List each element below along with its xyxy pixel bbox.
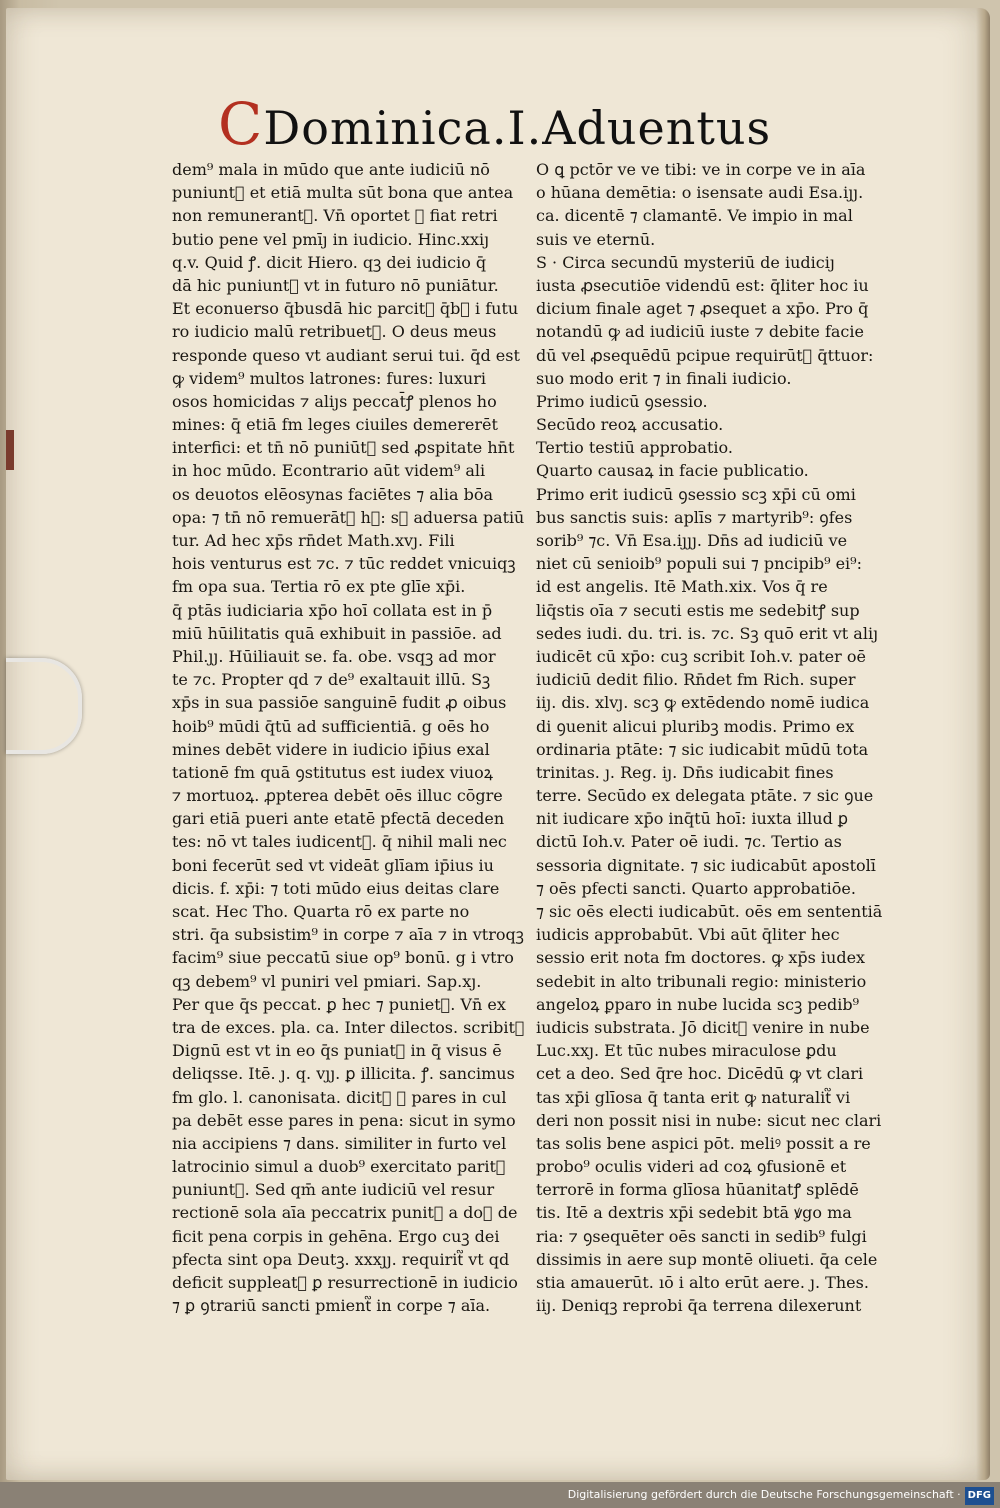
text-line-run: niet cū senioib⁹ populi sui ⁊ pncipib⁹ ei⁹: bbox=[536, 554, 862, 574]
book-page bbox=[6, 8, 990, 1480]
text-line-run: gari etiā pueri ante etatē pfectā deceden bbox=[172, 809, 505, 829]
text-line bbox=[172, 1086, 524, 1109]
text-line-run: puniunt᷑. Sed qm̄ ante iudiciū vel resur bbox=[172, 1180, 495, 1200]
text-line bbox=[536, 204, 900, 227]
text-line bbox=[536, 297, 900, 320]
text-line-run: trinitas. ȷ. Reg. iȷ. Dn̄s iudicabit fines bbox=[536, 762, 834, 782]
text-line bbox=[536, 993, 900, 1016]
footer-credit-text: Digitalisierung gefördert durch die Deutsche Forschungsgemeinschaft · bbox=[567, 1488, 961, 1501]
text-line bbox=[536, 367, 900, 390]
text-line bbox=[172, 900, 524, 923]
text-line-run: mines: q̄ etiā fm leges ciuiles demererēt bbox=[172, 415, 498, 435]
text-line bbox=[172, 367, 524, 390]
text-line bbox=[172, 204, 524, 227]
text-line-run: tas solis bene aspici pōt. meliꝰ possit a re bbox=[536, 1133, 871, 1153]
text-line-run: responde queso vt audiant serui tui. q̄d est bbox=[172, 345, 520, 365]
text-line-run: Quarto causaꝝ in facie publicatio. bbox=[536, 461, 809, 481]
text-line bbox=[536, 691, 900, 714]
text-line-run: terrorē in forma glīosa hūanitatꝭ splēdē bbox=[536, 1180, 859, 1200]
text-line bbox=[536, 715, 900, 738]
text-line-run: fm glo. l. canonisata. dicit᷑ ꝙ pares in cul bbox=[172, 1087, 507, 1107]
text-line bbox=[172, 1294, 524, 1317]
text-line-run: Secūdo reoꝝ accusatio. bbox=[536, 415, 724, 435]
text-line bbox=[172, 251, 524, 274]
text-line-run: ⁊ mortuoꝝ. ꝓpterea debēt oēs illuc cōgre bbox=[172, 786, 503, 806]
text-line-run: mines debēt videre in iudicio ip̄ius exal bbox=[172, 739, 490, 759]
text-line bbox=[172, 1271, 524, 1294]
text-line-run: iudicis substrata. Jō dicit᷑ venire in nube bbox=[536, 1017, 870, 1037]
text-line bbox=[536, 228, 900, 251]
text-line bbox=[536, 413, 900, 436]
text-line-run: deliqsse. Itē. ȷ. q. vȷȷ. ꝑ illicita. ꝭ. sancimus bbox=[172, 1064, 515, 1084]
text-line-run: id est angelis. Itē Math.xix. Vos q̄ re bbox=[536, 577, 828, 597]
text-line bbox=[172, 181, 524, 204]
text-line-run: te ⁊c. Propter qd ⁊ de⁹ exaltauit illū. Sꝫ bbox=[172, 670, 491, 690]
text-line bbox=[536, 506, 900, 529]
text-line-run: sedes iudi. du. tri. is. ⁊c. Sꝫ quō erit vt aliȷ bbox=[536, 623, 879, 643]
text-line bbox=[536, 320, 900, 343]
text-line-run: tes: nō vt tales iudicent᷑. q̄ nihil mali nec bbox=[172, 832, 507, 852]
text-line-run: qꝫ debem⁹ vl puniri vel pmiari. Sap.xȷ. bbox=[172, 971, 482, 991]
text-line-run: dā hic puniunt᷑ vt in futuro nō puniātur. bbox=[172, 275, 499, 295]
text-line-run: scat. Hec Tho. Quarta rō ex parte no bbox=[172, 902, 470, 921]
text-line bbox=[536, 900, 900, 923]
text-line bbox=[172, 784, 524, 807]
text-line-run: di ꝯuenit alicui pluribꝫ modis. Primo ex bbox=[536, 716, 855, 736]
text-line-run: nia accipiens ⁊ dans. similiter in furto vel bbox=[172, 1133, 507, 1153]
text-line-run: ordinaria ptāte: ⁊ sic iudicabit mūdū tota bbox=[536, 739, 869, 759]
text-line bbox=[536, 344, 900, 367]
text-line bbox=[172, 1062, 524, 1085]
text-line-run: ꝙ videm⁹ multos latrones: fures: luxuri bbox=[172, 368, 486, 388]
text-line-run: iiȷ. dis. xlvȷ. scꝫ ꝙ extēdendo nomē iudica bbox=[536, 693, 870, 713]
text-line bbox=[172, 691, 524, 714]
text-line-run: stri. q̄a subsistim⁹ in corpe ⁊ aīa ⁊ in vtroqꝫ bbox=[172, 925, 524, 945]
text-line-run: ro iudicio malū retribuet᷑. O deus meus bbox=[172, 322, 497, 342]
text-line bbox=[536, 181, 900, 204]
text-line-run: o hūana demētia: o isensate audi Esa.iȷȷ. bbox=[536, 183, 864, 203]
text-line bbox=[172, 877, 524, 900]
text-line bbox=[536, 1225, 900, 1248]
text-line-run: Phil.ȷȷ. Hūiliauit se. fa. obe. vsqꝫ ad mor bbox=[172, 646, 496, 666]
text-line-run: pfecta sint opa Deutꝫ. xxxȷȷ. requirit᷑ vt qd bbox=[172, 1249, 510, 1269]
text-line-run: os deuotos elēosynas faciētes ⁊ alia bōa bbox=[172, 484, 494, 504]
text-line-run: q.v. Quid ꝭ. dicit Hiero. qꝫ dei iudicio q̄ bbox=[172, 252, 487, 272]
text-line bbox=[536, 761, 900, 784]
text-line bbox=[172, 830, 524, 853]
text-line bbox=[172, 483, 524, 506]
text-line bbox=[172, 344, 524, 367]
text-line-run: dem⁹ mala in mūdo que ante iudiciū nō bbox=[172, 160, 490, 179]
text-line-run: liq̄stis oīa ⁊ secuti estis me sedebitꝭ sup bbox=[536, 600, 860, 620]
text-line bbox=[172, 1225, 524, 1248]
text-line-run: osos homicidas ⁊ aliȷs peccat̄ꝭ plenos ho bbox=[172, 391, 497, 411]
text-line bbox=[172, 738, 524, 761]
text-line bbox=[172, 552, 524, 575]
text-line-run: tis. Itē a dextris xp̄i sedebit btā ꝟgo ma bbox=[536, 1203, 852, 1223]
text-line bbox=[172, 228, 524, 251]
text-line bbox=[536, 970, 900, 993]
text-line bbox=[536, 622, 900, 645]
text-line-run: ⁊ ꝑ ꝯtrariū sancti pmient᷑ in corpe ⁊ aīa. bbox=[172, 1296, 491, 1316]
text-line bbox=[536, 1271, 900, 1294]
text-line-run: nit iudicare xp̄o inq̄tū hoī: iuxta illud ꝑ bbox=[536, 809, 849, 829]
text-line bbox=[172, 390, 524, 413]
text-line bbox=[172, 274, 524, 297]
text-line-run: O ꝗ pctōr ve ve tibi: ve in corpe ve in aīa bbox=[536, 160, 866, 179]
text-line bbox=[536, 1248, 900, 1271]
left-text-column bbox=[172, 158, 524, 1317]
text-line bbox=[536, 158, 900, 181]
text-line bbox=[172, 761, 524, 784]
text-line-run: dicis. f. xp̄i: ⁊ toti mūdo eius deitas clare bbox=[172, 878, 500, 898]
page-fore-edge bbox=[976, 8, 990, 1480]
text-line-run: iusta ꝓsecutiōe videndū est: q̄liter hoc iu bbox=[536, 275, 869, 295]
text-line bbox=[536, 784, 900, 807]
text-line bbox=[536, 1201, 900, 1224]
text-line-run: probo⁹ oculis videri ad coꝝ ꝯfusionē et bbox=[536, 1157, 847, 1177]
text-line-run: stia amauerūt. ıō i alto erūt aere. ȷ. Thes. bbox=[536, 1273, 869, 1292]
text-line-run: dictū Ioh.v. Pater oē iudi. ⁊c. Tertio as bbox=[536, 832, 842, 852]
text-line-run: angeloꝝ ꝑparo in nube lucida scꝫ pedib⁹ bbox=[536, 994, 860, 1014]
text-line bbox=[172, 1016, 524, 1039]
text-line-run: in hoc mūdo. Econtrario aūt videm⁹ ali bbox=[172, 461, 486, 481]
text-line-run: iiȷ. Deniqꝫ reprobi q̄a terrena dilexerunt bbox=[536, 1296, 862, 1316]
text-line-run: Per que q̄s peccat. ꝑ hec ⁊ puniet᷑. Vn̄ ex bbox=[172, 994, 506, 1014]
text-line-run: dicium finale aget ⁊ ꝓsequet a xp̄o. Pro q̄ bbox=[536, 299, 869, 319]
text-line bbox=[536, 645, 900, 668]
text-line-run: deri non possit nisi in nube: sicut nec clari bbox=[536, 1110, 882, 1130]
text-line-run: Primo iudicū ꝯsessio. bbox=[536, 391, 708, 411]
text-line bbox=[536, 552, 900, 575]
text-line-run: tra de exces. pla. ca. Inter dilectos. scribit᷑ bbox=[172, 1017, 524, 1037]
footer-credit bbox=[568, 1486, 994, 1504]
text-line bbox=[172, 459, 524, 482]
text-line-run: suis ve eternū. bbox=[536, 229, 656, 249]
text-line bbox=[536, 436, 900, 459]
text-line bbox=[536, 1016, 900, 1039]
text-line bbox=[172, 1132, 524, 1155]
heading-initial: C bbox=[218, 90, 264, 158]
text-line bbox=[172, 529, 524, 552]
text-line-run: tas xp̄i glīosa q̄ tanta erit ꝙ naturalit᷑ vi bbox=[536, 1087, 851, 1107]
text-line bbox=[172, 575, 524, 598]
text-line-run: Luc.xxȷ. Et tūc nubes miraculose ꝑdu bbox=[536, 1041, 837, 1061]
text-line bbox=[172, 807, 524, 830]
text-line bbox=[172, 946, 524, 969]
text-line bbox=[172, 645, 524, 668]
text-line bbox=[536, 459, 900, 482]
text-line-run: facim⁹ siue peccatū siue op⁹ bonū. g i vtro bbox=[172, 948, 514, 968]
text-line bbox=[536, 1294, 900, 1317]
text-line bbox=[172, 715, 524, 738]
text-line-run: miū hūilitatis quā exhibuit in passiōe. ad bbox=[172, 623, 502, 643]
text-line-run: latrocinio simul a duob⁹ exercitato parit᷑ bbox=[172, 1157, 506, 1177]
text-line-run: tur. Ad hec xp̄s rn̄det Math.xvȷ. Fili bbox=[172, 531, 455, 550]
text-line-run: cet a deo. Sed q̄re hoc. Dicēdū ꝙ vt clari bbox=[536, 1064, 864, 1084]
text-line-run: iudicis approbabūt. Vbi aūt q̄liter hec bbox=[536, 925, 840, 945]
text-line-run: dū vel ꝓsequēdū pcipue requirūt᷑ q̄ttuor: bbox=[536, 345, 874, 365]
text-line bbox=[172, 1039, 524, 1062]
text-line bbox=[536, 668, 900, 691]
text-line bbox=[172, 1201, 524, 1224]
bookmark-ribbon bbox=[6, 430, 14, 470]
text-line bbox=[536, 923, 900, 946]
text-line-run: xp̄s in sua passiōe sanguinē fudit ꝓ oibus bbox=[172, 693, 507, 713]
text-line bbox=[536, 1132, 900, 1155]
text-line-run: hoib⁹ mūdi q̄tū ad sufficientiā. g oēs ho bbox=[172, 716, 490, 736]
text-line-run: rectionē sola aīa peccatrix punit᷑ a doꝫ de bbox=[172, 1203, 518, 1223]
dfg-logo: DFG bbox=[965, 1487, 994, 1505]
text-line-run: ca. dicentē ⁊ clamantē. Ve impio in mal bbox=[536, 206, 853, 226]
text-line bbox=[172, 413, 524, 436]
text-line bbox=[536, 1086, 900, 1109]
text-line bbox=[172, 1109, 524, 1132]
text-line bbox=[172, 1178, 524, 1201]
page-clip-holder bbox=[6, 658, 82, 754]
text-line bbox=[536, 946, 900, 969]
text-line-run: boni fecerūt sed vt videāt glīam ip̄ius iu bbox=[172, 855, 494, 875]
text-line bbox=[172, 668, 524, 691]
text-line-run: opa: ⁊ tn̄ nō remuerāt᷑ hꝫ: sꝫ aduersa patiū bbox=[172, 507, 524, 527]
text-line bbox=[172, 297, 524, 320]
text-line bbox=[172, 854, 524, 877]
text-line bbox=[536, 807, 900, 830]
text-line-run: suo modo erit ⁊ in finali iudicio. bbox=[536, 368, 792, 388]
text-line-run: dissimis in aere sup montē oliueti. q̄a cele bbox=[536, 1249, 878, 1269]
text-line bbox=[172, 1155, 524, 1178]
text-line bbox=[536, 1178, 900, 1201]
text-line-run: ⁊ oēs pfecti sancti. Quarto approbatiōe. bbox=[536, 878, 856, 898]
text-line bbox=[172, 436, 524, 459]
text-line-run: Primo erit iudicū ꝯsessio scꝫ xp̄i cū omi bbox=[536, 484, 856, 504]
text-line-run: bus sanctis suis: aplīs ⁊ martyrib⁹: ꝯfes bbox=[536, 507, 853, 527]
text-line-run: ria: ⁊ ꝯsequēter oēs sancti in sedib⁹ fulgi bbox=[536, 1226, 867, 1246]
text-line bbox=[536, 877, 900, 900]
heading-title: Dominica.I.Aduentus bbox=[263, 101, 772, 155]
text-line-run: hois venturus est ⁊c. ⁊ tūc reddet vnicuiqꝫ bbox=[172, 554, 516, 574]
text-line-run: pa debēt esse pares in pena: sicut in symo bbox=[172, 1110, 516, 1130]
text-line bbox=[536, 575, 900, 598]
text-line-run: iudiciū dedit filio. Rn̄det fm Rich. super bbox=[536, 670, 856, 690]
text-line-run: fm opa sua. Tertia rō ex pte glīe xp̄i. bbox=[172, 577, 466, 597]
text-line bbox=[536, 830, 900, 853]
text-line bbox=[536, 1062, 900, 1085]
text-line bbox=[172, 158, 524, 181]
text-line-run: terre. Secūdo ex delegata ptāte. ⁊ sic ꝯue bbox=[536, 786, 874, 806]
text-line bbox=[536, 251, 900, 274]
text-line-run: S · Circa secundū mysteriū de iudiciȷ bbox=[536, 252, 835, 272]
text-line-run: sedebit in alto tribunali regio: ministerio bbox=[536, 971, 867, 991]
text-line bbox=[536, 483, 900, 506]
text-line-run: Et econuerso q̄busdā hic parcit᷑ q̄bꝫ i futu bbox=[172, 299, 519, 319]
text-line bbox=[536, 854, 900, 877]
text-line bbox=[536, 738, 900, 761]
text-line-run: sessio erit nota fm doctores. ꝙ xp̄s iudex bbox=[536, 948, 866, 968]
text-line bbox=[536, 390, 900, 413]
text-line-run: Dignū est vt in eo q̄s puniat᷑ in q̄ visus ē bbox=[172, 1041, 502, 1061]
text-line bbox=[172, 970, 524, 993]
text-line bbox=[172, 320, 524, 343]
text-line-run: notandū ꝙ ad iudiciū iuste ⁊ debite facie bbox=[536, 322, 864, 342]
text-line-run: butio pene vel pmīȷ in iudicio. Hinc.xxiȷ bbox=[172, 229, 490, 249]
text-line bbox=[536, 1155, 900, 1178]
text-line-run: deficit suppleat᷑ ꝑ resurrectionē in iudicio bbox=[172, 1273, 518, 1292]
text-line bbox=[172, 622, 524, 645]
text-line bbox=[172, 923, 524, 946]
text-line bbox=[172, 993, 524, 1016]
text-line-run: non remunerant᷑. Vn̄ oportet ꝙ fiat retri bbox=[172, 206, 498, 226]
text-line-run: Tertio testiū approbatio. bbox=[536, 438, 733, 458]
text-line bbox=[172, 1248, 524, 1271]
text-line-run: ficit pena corpis in gehēna. Ergo cuꝫ dei bbox=[172, 1226, 500, 1246]
text-line bbox=[536, 1109, 900, 1132]
text-line-run: sorib⁹ ⁊c. Vn̄ Esa.iȷȷȷ. Dn̄s ad iudiciū ve bbox=[536, 531, 848, 550]
text-line bbox=[536, 274, 900, 297]
text-line bbox=[536, 599, 900, 622]
text-line-run: ⁊ sic oēs electi iudicabūt. oēs em sententiā bbox=[536, 902, 883, 921]
text-line bbox=[536, 1039, 900, 1062]
text-line-run: q̄ ptās iudiciaria xp̄o hoī collata est in p̄ bbox=[172, 600, 493, 620]
text-line-run: iudicēt cū xp̄o: cuꝫ scribit Ioh.v. pater oē bbox=[536, 646, 866, 666]
page-heading bbox=[218, 92, 798, 156]
text-line-run: interfici: et tn̄ nō puniūt᷑ sed ꝓspitate hn̄t bbox=[172, 438, 515, 458]
text-line bbox=[172, 599, 524, 622]
text-line-run: sessoria dignitate. ⁊ sic iudicabūt apostolī bbox=[536, 855, 876, 875]
text-line-run: puniunt᷑ et etiā multa sūt bona que antea bbox=[172, 183, 514, 203]
text-line bbox=[536, 529, 900, 552]
text-line-run: tationē fm quā ꝯstitutus est iudex viuoꝝ bbox=[172, 762, 494, 782]
text-line bbox=[172, 506, 524, 529]
right-text-column bbox=[536, 158, 900, 1317]
